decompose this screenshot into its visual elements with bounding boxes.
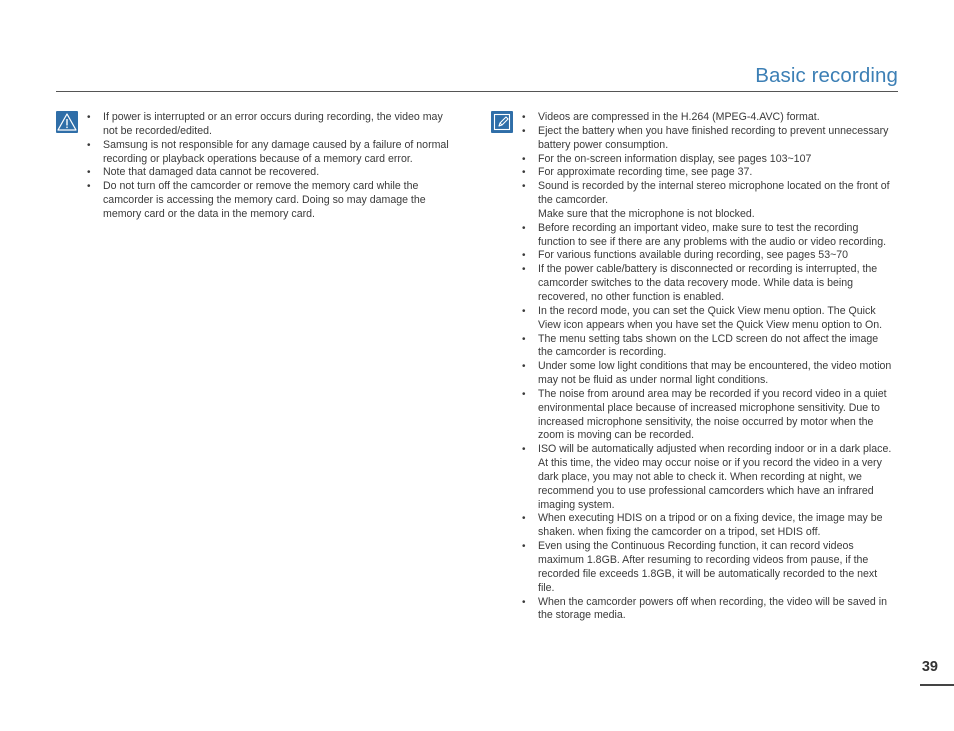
list-item: • When the camcorder powers off when recording, the video will be saved in the storage media. <box>522 595 887 622</box>
list-item: • For the on-screen information display, see pages 103~107 <box>522 152 812 165</box>
list-item: • In the record mode, you can set the Quick View menu option. The Quick View icon appears when you have set the Quick View menu option to On. <box>522 304 883 331</box>
page-number: 39 <box>921 659 938 675</box>
list-item: • For approximate recording time, see page 37. <box>522 166 753 179</box>
list-item: • When executing HDIS on a tripod or on a fixing device, the image may be shaken. when fixing the camcorder on a tripod, set HDIS off. <box>522 512 883 539</box>
page-number-rule <box>920 684 954 686</box>
note-pencil-icon <box>491 111 513 133</box>
list-item: • The noise from around area may be recorded if you record video in a quiet environmental place because of increased microphone sensitivity. Due to increased microphone sensitivity, the noise occurred by motor when the zoom is moving can be recorded. <box>522 387 887 442</box>
list-item: • Do not turn off the camcorder or remove the memory card while the camcorder is accessing the memory card. Doing so may damage the memory card or the data in the memory card. <box>87 180 426 220</box>
list-item: • Sound is recorded by the internal stereo microphone located on the front of the camcorder. Make sure that the microphone is not blocked. <box>522 180 890 220</box>
list-item: • If power is interrupted or an error occurs during recording, the video may not be recorded/edited. <box>87 111 443 137</box>
list-item: • For various functions available during recording, see pages 53~70 <box>522 249 849 262</box>
list-item: • Even using the Continuous Recording function, it can record videos maximum 1.8GB. After resuming to recording videos from pause, if the recorded file exceeds 1.8GB, it will be automatically recorded to the next file. <box>522 540 878 594</box>
list-item: • ISO will be automatically adjusted when recording indoor or in a dark place. At this time, the video may occur noise or if you record the video in a very dark place, you may not able to check it. When recording at night, we recommend you to use professional camcorders which have an infrared imaging system. <box>522 443 892 511</box>
warning-icon <box>56 111 78 133</box>
list-item: • Videos are compressed in the H.264 (MPEG-4.AVC) format. <box>522 111 820 123</box>
list-item: • Under some low light conditions that may be encountered, the video motion may not be fluid as under normal light conditions. <box>522 360 892 387</box>
list-item: • Before recording an important video, make sure to test the recording function to see if there are any problems with the audio or video recording. <box>522 221 887 248</box>
warning-list <box>87 111 458 222</box>
page-title: Basic recording <box>755 64 898 87</box>
list-item: • Eject the battery when you have finished recording to prevent unnecessary battery power consumption. <box>522 124 889 151</box>
title-divider <box>56 91 898 92</box>
list-item: • If the power cable/battery is disconnected or recording is interrupted, the camcorder switches to the data recovery mode. While data is being recovered, no other function is enabled. <box>522 263 878 303</box>
list-item: • Samsung is not responsible for any damage caused by a failure of normal recording or playback operations because of a memory card error. <box>87 138 449 165</box>
list-item: • Note that damaged data cannot be recovered. <box>87 166 320 179</box>
note-list <box>522 111 894 623</box>
list-item: • The menu setting tabs shown on the LCD screen do not affect the image the camcorder is recording. <box>522 332 879 359</box>
